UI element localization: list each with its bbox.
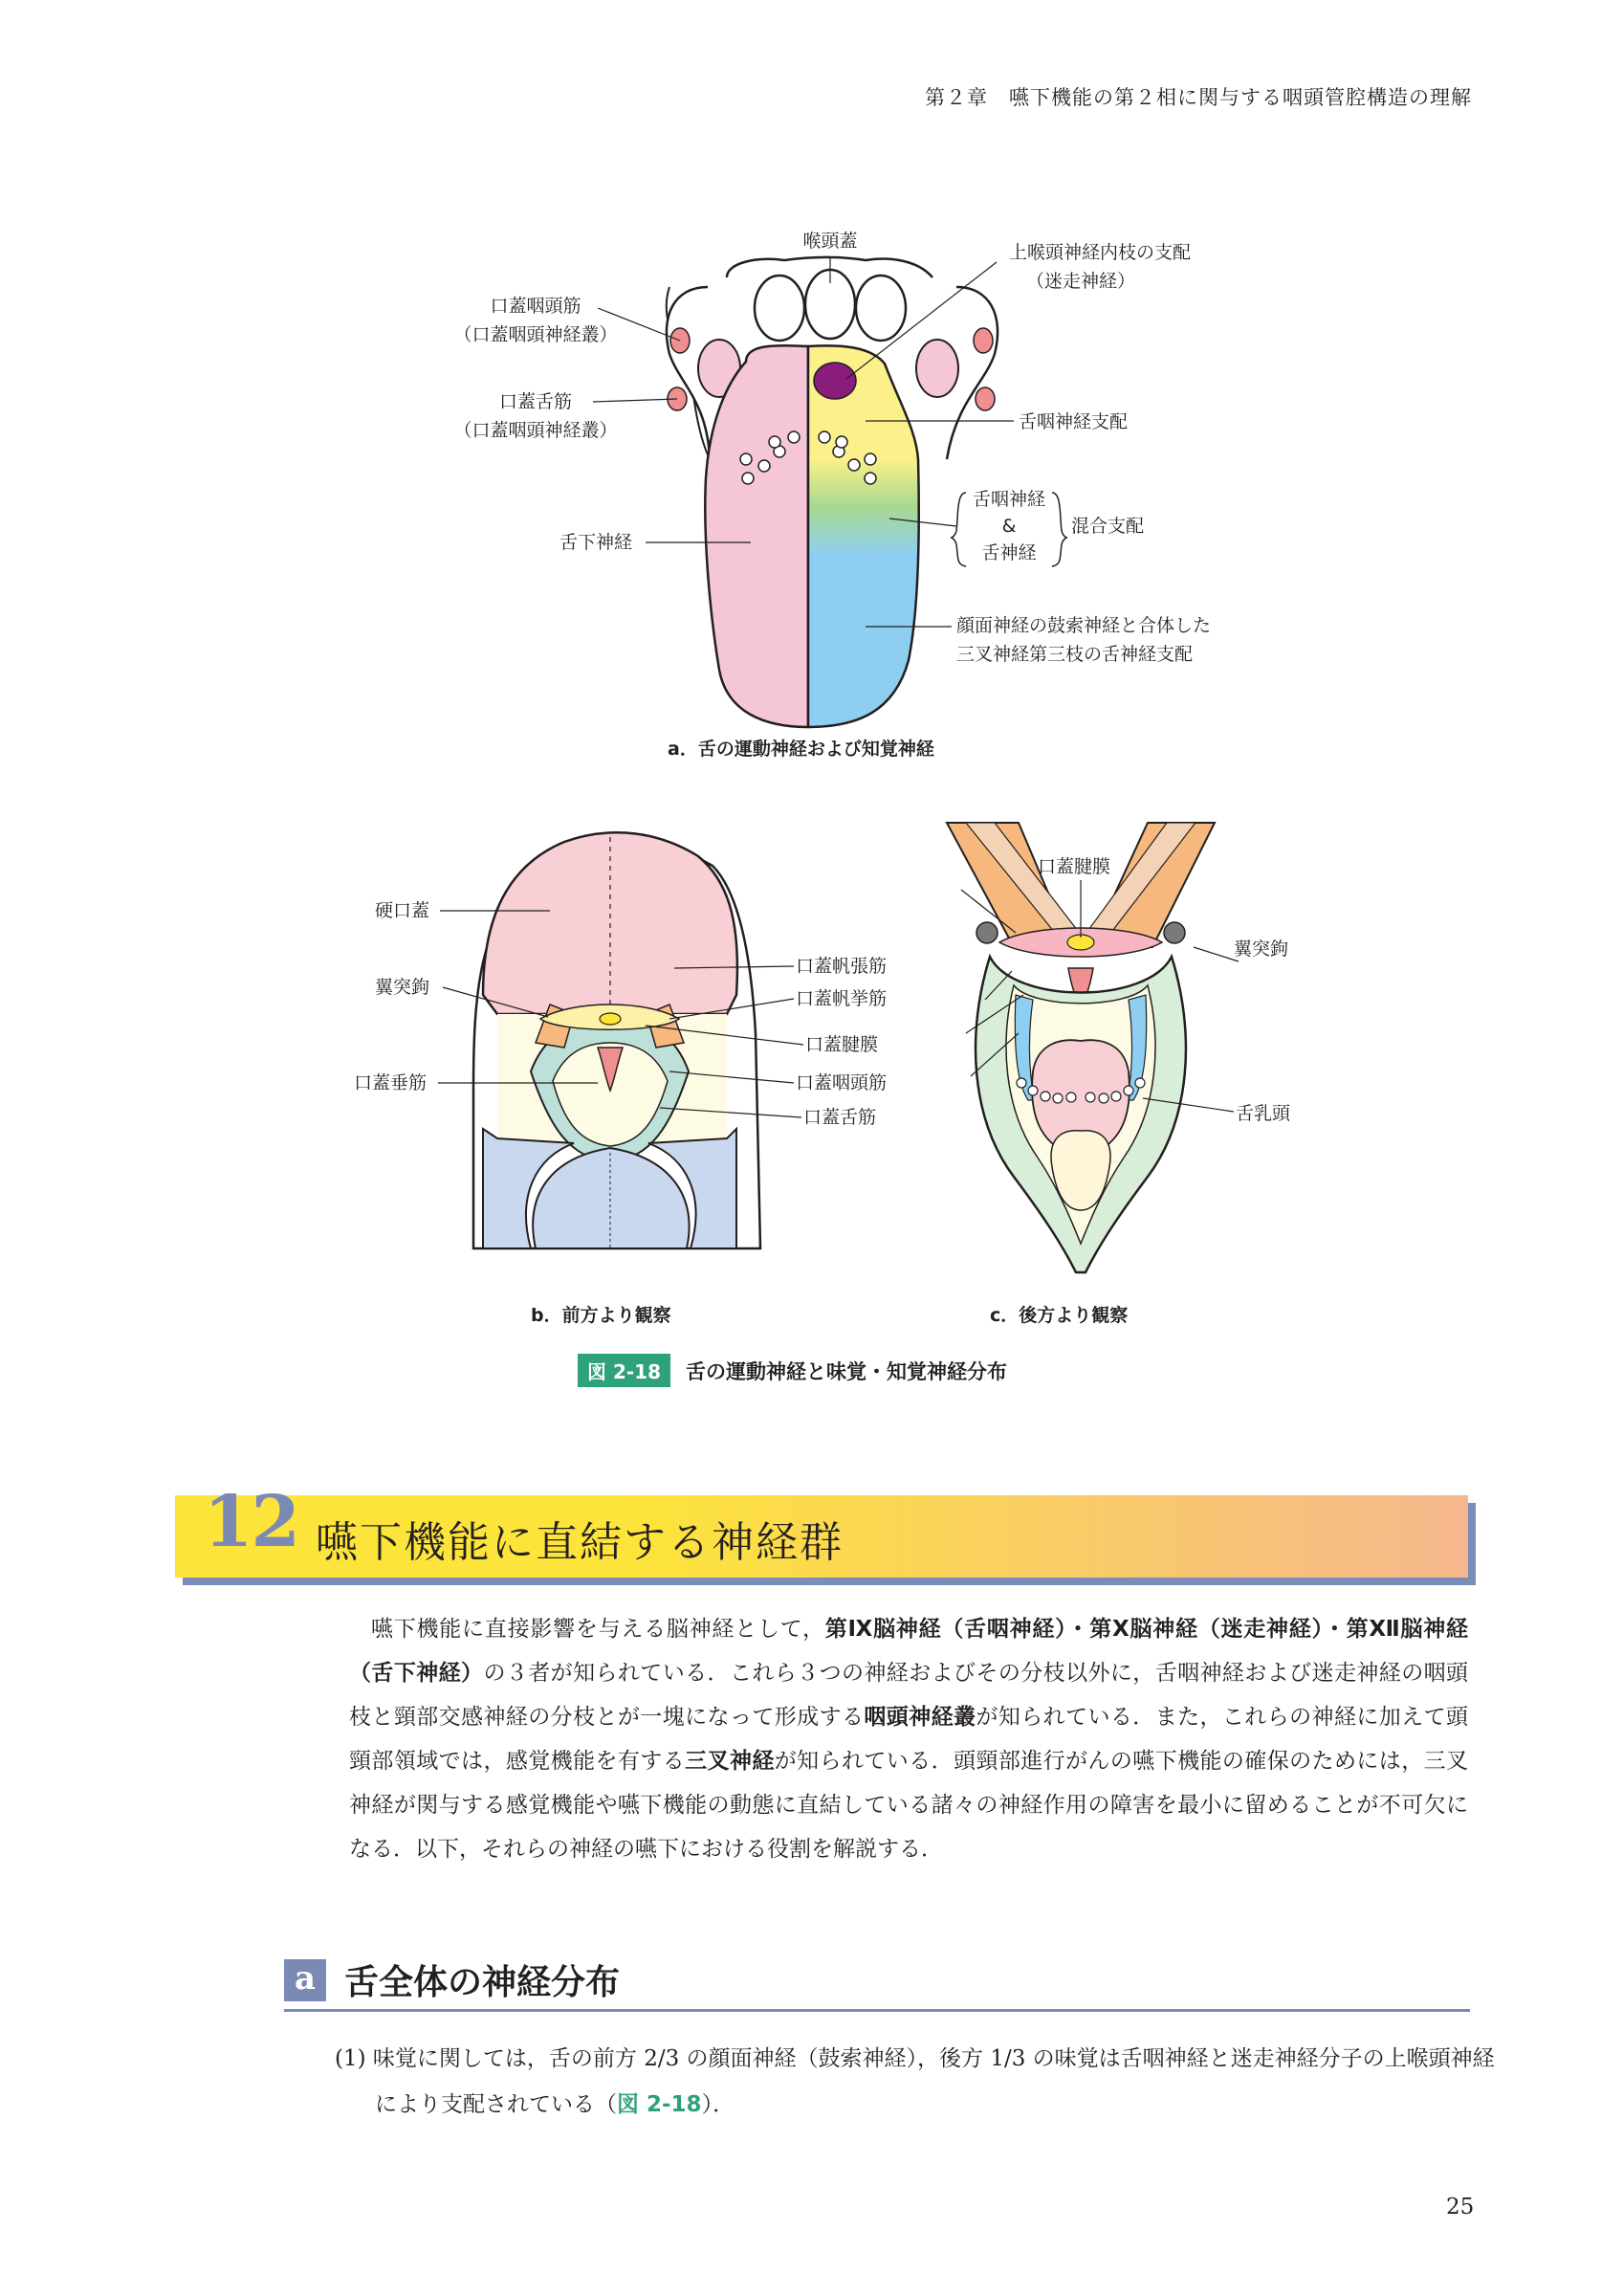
- label-mixed-1: 舌咽神経: [972, 489, 1046, 510]
- subsection-letter: a: [284, 1959, 326, 2001]
- label-sup-laryngeal: 上喉頭神経内枝の支配: [1008, 242, 1192, 263]
- label-b-palatoglossus: 口蓋舌筋: [803, 1107, 877, 1128]
- label-tensor: 口蓋帆張筋: [796, 956, 888, 977]
- running-header: 第２章 嚥下機能の第２相に関与する咽頭管腔構造の理解: [925, 86, 1472, 109]
- caption-panel-a: a．舌の運動神経および知覚神経: [668, 739, 934, 760]
- figure-tag: 図 2-18: [578, 1354, 670, 1387]
- label-b-palatopharyngeus: 口蓋咽頭筋: [796, 1072, 888, 1093]
- figure-caption: [578, 1354, 1007, 1387]
- label-hard-palate: 硬口蓋: [375, 900, 430, 921]
- label-epiglottis: 喉頭蓋: [802, 231, 858, 252]
- label-b-hamulus: 翼突鉤: [375, 977, 430, 998]
- panel-a-drawing: [667, 257, 998, 727]
- figure-title: 舌の運動神経と味覚・知覚神経分布: [686, 1359, 1008, 1383]
- caption-panel-b: b．前方より観察: [531, 1305, 671, 1326]
- label-papillae: 舌乳頭: [1236, 1103, 1291, 1124]
- list-item: (1) 味覚に関しては，舌の前方 2/3 の顔面神経（鼓索神経），後方 1/3 の味覚は舌咽神経と迷走神経分子の上喉頭神経により支配されている（図 2-18）．: [335, 2046, 1495, 2117]
- label-b-aponeurosis: 口蓋腱膜: [805, 1034, 879, 1055]
- label-levator: 口蓋帆挙筋: [796, 988, 888, 1009]
- label-glossopharyngeal: 舌咽神経支配: [1019, 411, 1129, 432]
- subsection-rule: [284, 2009, 1470, 2012]
- subsection-title: 舌全体の神経分布: [344, 1963, 621, 2002]
- label-a-palatoglossus-sub: （口蓋咽頭神経叢）: [453, 420, 618, 441]
- label-mixed-2: 舌神経: [981, 542, 1037, 563]
- label-chorda-2: 三叉神経第三枝の舌神経支配: [956, 644, 1194, 665]
- label-hypoglossal: 舌下神経: [559, 532, 633, 553]
- figure-reference-link[interactable]: 図 2-18: [617, 2092, 702, 2117]
- label-a-palatoglossus: 口蓋舌筋: [498, 391, 573, 412]
- section-title: 嚥下機能に直結する神経群: [316, 1518, 844, 1567]
- page-number: 25: [1446, 2195, 1475, 2219]
- label-a-palatopharyngeus-sub: （口蓋咽頭神経叢）: [453, 324, 618, 345]
- panel-b-drawing: [473, 832, 760, 1248]
- label-sup-laryngeal-sub: （迷走神経）: [1025, 271, 1136, 292]
- label-a-palatopharyngeus: 口蓋咽頭筋: [490, 296, 581, 317]
- section-number: 12: [204, 1481, 298, 1563]
- label-chorda-1: 顔面神経の鼓索神経と合体した: [956, 615, 1212, 636]
- caption-panel-c: c．後方より観察: [990, 1305, 1129, 1326]
- label-uvula: 口蓋垂筋: [354, 1072, 428, 1093]
- label-mixed: 混合支配: [1071, 516, 1145, 537]
- label-mixed-amp: &: [1001, 516, 1017, 537]
- label-c-aponeurosis: 口蓋腱膜: [1038, 856, 1111, 877]
- label-c-hamulus: 翼突鉤: [1234, 938, 1289, 960]
- section-paragraph: 嚥下機能に直接影響を与える脳神経として，第Ⅸ脳神経（舌咽神経）・第Ⅹ脳神経（迷走神経）・第Ⅻ脳神経（舌下神経）の３者が知られている．これら３つの神経およびその分枝以外に，舌咽神経および迷走神経の咽頭枝と頸部交感神経の分枝とが一塊になって形成する咽頭神経叢が知られている．また，これらの神経に加えて頭頸部領域では，感覚機能を有する三叉神経が知られている．頭頸部進行がんの嚥下機能の確保のためには，三叉神経が関与する感覚機能や嚥下機能の動態に直結している諸々の神経作用の障害を最小に留めることが不可欠になる．以下，それらの神経の嚥下における役割を解説する．: [349, 1617, 1469, 1862]
